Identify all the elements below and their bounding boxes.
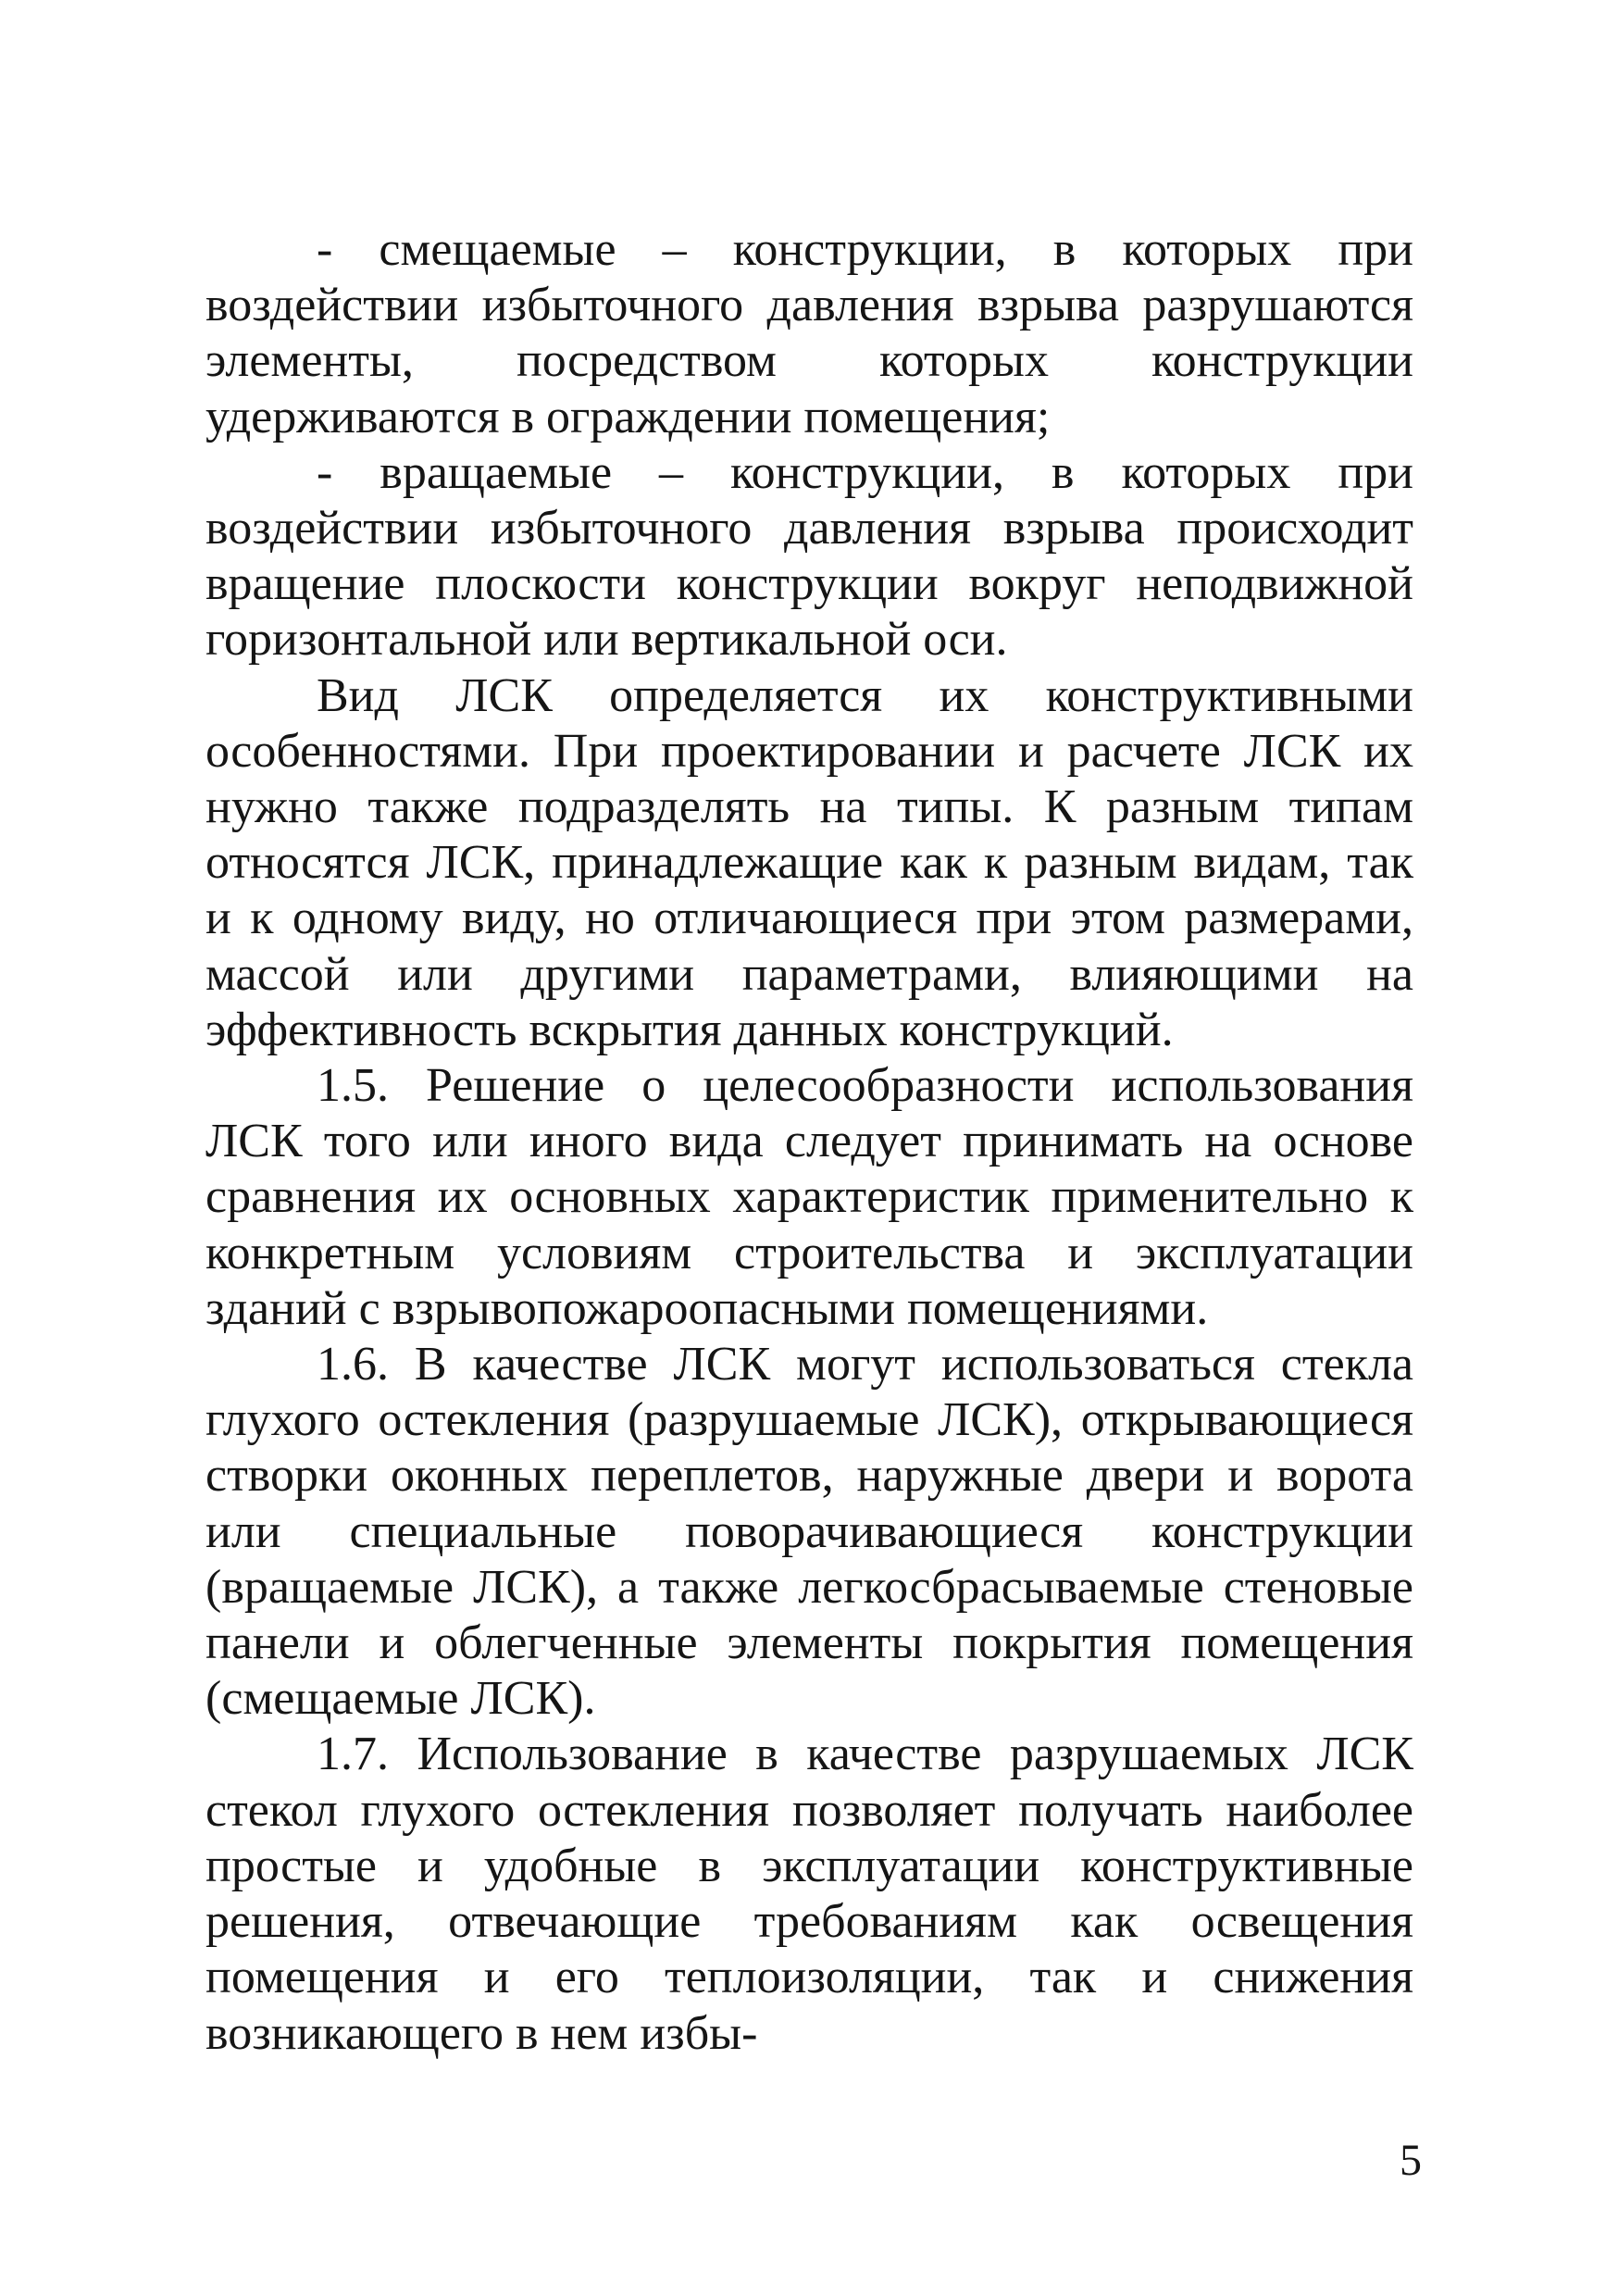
paragraph-section-1-7: 1.7. Использование в качестве разрушаемых ЛСК стекол глухого остекления позволяет получать наиболее простые и удобные в эксплуатации конструктивные решения, отвечающие требованиям как освещения помещения и его теплоизоляции, так и снижения возникающего в нем избы- [205,1728,1413,2060]
paragraph-lsk-types: Вид ЛСК определяется их конструктивными особенностями. При проектировании и расчете ЛСК их нужно также подразделять на типы. К разным типам относятся ЛСК, принадлежащие как к разным видам, так и к одному виду, но отличающиеся при этом размерами, массой или другими параметрами, влияющими на эффективность вскрытия данных конструкций. [205,668,1413,1056]
paragraph-rotated-constructions: - вращаемые – конструкции, в которых при воздействии избыточного давления взрыва происходит вращение плоскости конструкции вокруг неподвижной горизонтальной или вертикальной оси. [205,445,1413,667]
paragraph-displaced-constructions: - смещаемые – конструкции, в которых при воздействии избыточного давления взрыва разрушаются элементы, посредством которых конструкции удерживаются в ограждении помещения; [205,223,1413,443]
page-number: 5 [1400,2136,1422,2185]
paragraph-section-1-6: 1.6. В качестве ЛСК могут использоваться стекла глухого остекления (разрушаемые ЛСК), открывающиеся створки оконных переплетов, наружные двери и ворота или специальные поворачивающиеся конструкции (вращаемые ЛСК), а также легкосбрасываемые стеновые панели и облегченные элементы покрытия помещения (смещаемые ЛСК). [205,1338,1413,1726]
body-text [205,222,1413,2062]
paragraph-section-1-5: 1.5. Решение о целесообразности использования ЛСК того или иного вида следует принимать на основе сравнения их основных характеристик применительно к конкретным условиям строительства и эксплуатации зданий с взрывопожароопасными помещениями. [205,1059,1413,1335]
